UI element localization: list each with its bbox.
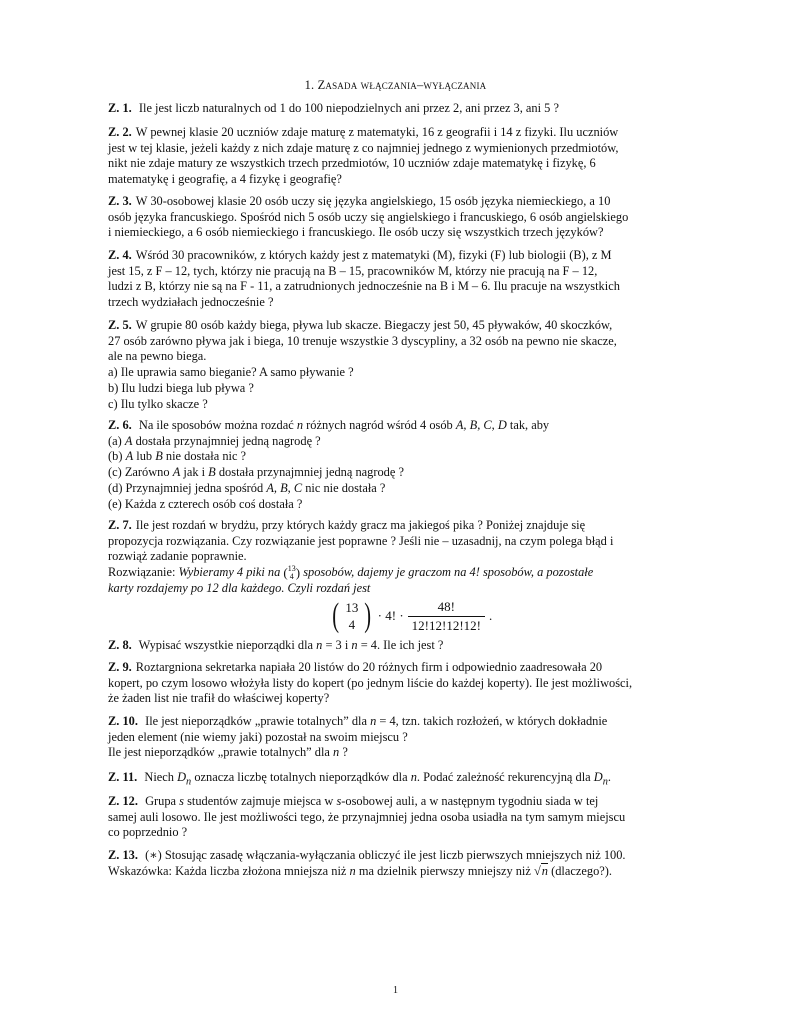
problem-text: . Podać zależność rekurencyjną dla [416, 770, 591, 784]
math-var: $D_n$ [177, 770, 192, 788]
problem-text: = 3 i [325, 638, 349, 652]
problem-line: ale na pewno biega. [108, 349, 207, 364]
problem-text: Na ile sposobów można rozdać [138, 418, 294, 432]
problem-text: Wypisać wszystkie nieporządki dla [138, 638, 314, 652]
hint-line: Wskazówka: Każda liczba złożona mniejsza niż n ma dzielnik pierwszy mniejszy niż √n (dlaczego?). [108, 863, 612, 878]
problem-2 [108, 125, 684, 188]
problem-text: (∗) Stosując zasadę włączania-wyłączania obliczyć ile jest liczb pierwszych mniejszych niż 100. [145, 848, 626, 862]
problem-line: że żaden list nie trafił do właściwej koperty? [108, 691, 330, 706]
formula-period: . [488, 608, 493, 624]
problem-line: W grupie 80 osób każdy biega, pływa lub skacze. Biegaczy jest 50, 45 pływaków, 40 skoczków, [135, 318, 613, 332]
subquestion-c: (c) Zarówno A jak i B dostała przynajmniej jedną nagrodę ? [108, 465, 404, 480]
problem-text: Ile jest nieporządków „prawie totalnych” dla [145, 714, 367, 728]
problem-line: samej auli losowo. Ile jest możliwości tego, że przynajmniej jedna osoba usiadła na tym samym miejscu [108, 809, 626, 824]
problem-text: oznacza liczbę totalnych nieporządków dla [194, 770, 408, 784]
subquestion-d: (d) Przynajmniej jedna spośród A, B, C nic nie dostała ? [108, 480, 386, 495]
math-var: n [351, 638, 358, 652]
problem-label: Z. 7. [108, 518, 132, 532]
problem-text: Niech [144, 770, 174, 784]
small-binomial: ( 13 4 ) [283, 564, 301, 582]
solution-line: karty rozdajemy po 12 dla każdego. Czyli rozdań jest [108, 581, 371, 596]
problem-line: jest 15, z F – 12, tych, którzy nie pracują na B – 15, pracowników M, którzy nie pracują na F – 12, [108, 263, 598, 278]
problem-9 [108, 660, 684, 707]
sqrt-expression: √n [533, 863, 548, 878]
problem-text: studentów zajmuje miejsca w [187, 794, 334, 808]
problem-label: Z. 4. [108, 248, 132, 262]
math-var: A, B, C, D [455, 418, 507, 432]
problem-3 [108, 194, 684, 241]
subquestion-a: (a) A dostała przynajmniej jedną nagrodę ? [108, 433, 321, 448]
math-var: $D_n$ [593, 770, 608, 788]
formula-operator: · 4! · [377, 608, 404, 624]
display-formula [330, 598, 492, 634]
problem-line: jeden element (nie wiemy jaki) pozostał na swoim miejscu ? [108, 729, 408, 744]
problem-text: tak, aby [509, 418, 550, 432]
problem-text: Grupa [145, 794, 177, 808]
right-paren: ) [364, 597, 372, 634]
problem-line: rozwiąż zadanie poprawnie. [108, 549, 247, 564]
problem-line: W 30-osobowej klasie 20 osób uczy się języka angielskiego, 15 osób języka niemieckiego, a 10 [135, 194, 611, 208]
problem-line: kopert, po czym losowo włożyła listy do kopert (po jednym liście do każdej koperty). Ile jest możliwości, [108, 675, 633, 690]
problem-5 [108, 318, 684, 412]
problem-line: Wśród 30 pracowników, z których każdy jest z matematyki (M), fizyki (F) lub biologii (B), z M [135, 248, 612, 262]
problem-10 [108, 714, 684, 761]
solution-label: Rozwiązanie: [108, 565, 176, 580]
problem-line: 27 osób zarówno pływa jak i biega, 10 trenuje wszystkie 3 dyscypliny, a 32 osób na pewno nie skacze, [108, 333, 617, 348]
problem-text: Ile jest liczb naturalnych od 1 do 100 niepodzielnych ani przez 2, ani przez 3, ani 5 ? [138, 101, 559, 115]
math-var: n [370, 714, 377, 728]
math-var: n [316, 638, 323, 652]
problem-1 [108, 101, 684, 117]
binom-top: 13 [345, 600, 359, 615]
problem-subquestion: c) Ilu tylko skacze ? [108, 396, 208, 411]
problem-line: nikt nie zdaje matury ze wszystkich trzech przedmiotów, 10 uczniów zdaje matematykę i fizykę, 6 [108, 156, 596, 171]
problem-label: Z. 3. [108, 194, 132, 208]
solution-text: Wybieramy 4 piki na [178, 565, 281, 580]
subquestion-e: (e) Każda z czterech osób coś dostała ? [108, 496, 303, 511]
section-title: 1. Zasada włączania–wyłączania [304, 78, 487, 92]
problem-text: -osobowej auli, a w następnym tygodniu siada w tej [341, 794, 599, 808]
math-var: s [336, 794, 342, 808]
problem-line: Ile jest rozdań w brydżu, przy których każdy gracz ma jakiegoś pika ? Poniżej znajduje się [135, 518, 586, 532]
problem-line: propozycja rozwiązania. Czy rozwiązanie jest poprawne ? Jeśli nie – uzasadnij, na czym polega błąd i [108, 533, 614, 548]
page-number: 1 [393, 985, 398, 996]
problem-8 [108, 638, 684, 654]
problem-line: ludzi z B, którzy nie są na F - 11, a zatrudnionych jednocześnie na B i M – 6. Ilu pracuje na wszystkich [108, 279, 620, 294]
problem-4 [108, 248, 684, 311]
problem-line: Ile jest nieporządków „prawie totalnych” dla n ? [108, 745, 348, 760]
problem-label: Z. 11. [108, 770, 138, 784]
problem-text: = 4, tzn. takich rozłożeń, w których dokładnie [379, 714, 608, 728]
problem-line: osób języka francuskiego. Spośród nich 5 osób uczy się angielskiego i francuskiego, 6 osób angielskiego [108, 209, 629, 224]
problem-line: W pewnej klasie 20 uczniów zdaje maturę z matematyki, 16 z geografii i 14 z fizyki. Ilu uczniów [135, 125, 619, 139]
problem-text: = 4. Ile ich jest ? [360, 638, 444, 652]
problem-subquestion: a) Ile uprawia samo bieganie? A samo pływanie ? [108, 365, 354, 380]
problem-7 [108, 518, 684, 597]
problem-label: Z. 1. [108, 101, 132, 115]
problem-label: Z. 12. [108, 794, 138, 808]
subquestion-b: (b) A lub B nie dostała nic ? [108, 449, 247, 464]
problem-11 [108, 770, 684, 790]
problem-label: Z. 2. [108, 125, 132, 139]
problem-text: . [607, 770, 611, 784]
problem-label: Z. 10. [108, 714, 138, 728]
problem-label: Z. 5. [108, 318, 132, 332]
problem-subquestion: b) Ilu ludzi biega lub pływa ? [108, 380, 254, 395]
binom-bottom: 4 [348, 617, 356, 632]
problem-6 [108, 418, 684, 512]
math-var: n [296, 418, 304, 432]
binom-bottom: 4 [289, 572, 294, 582]
problem-line: i niemieckiego, a 6 osób niemieckiego i francuskiego. Ile osób uczy się wszystkich trzech języków? [108, 225, 604, 240]
problem-text: różnych nagród wśród 4 osób [306, 418, 453, 432]
problem-label: Z. 9. [108, 660, 132, 674]
problem-label: Z. 13. [108, 848, 138, 862]
problem-line: trzech wydziałach jednocześnie ? [108, 295, 274, 310]
solution-line [108, 565, 684, 581]
problem-12 [108, 794, 684, 841]
problem-13 [108, 848, 684, 879]
solution-text: sposobów, dajemy je graczom na 4! sposobów, a pozostałe [303, 565, 594, 580]
problem-line: jest w tej klasie, jeżeli każdy z nich zdaje maturę z co najmniej jednego z wymienionych przedmiotów, [108, 140, 619, 155]
problem-line: matematykę i geografię, a 4 fizykę i geografię? [108, 172, 342, 187]
left-paren: ( [332, 597, 340, 634]
binom-top: 13 [287, 564, 296, 574]
problem-line: Roztargniona sekretarka napiała 20 listów do 20 różnych firm i odpowiednio zaadresowała 20 [135, 660, 603, 674]
fraction-numerator: 48! [437, 598, 455, 614]
math-var: s [179, 794, 184, 808]
math-var: n [410, 770, 417, 784]
problem-line: co poprzednio ? [108, 825, 188, 840]
problem-label: Z. 8. [108, 638, 132, 652]
problem-label: Z. 6. [108, 418, 132, 432]
fraction-denominator: 12!12!12!12! [408, 616, 485, 634]
fraction [408, 599, 485, 634]
binomial [345, 599, 358, 633]
